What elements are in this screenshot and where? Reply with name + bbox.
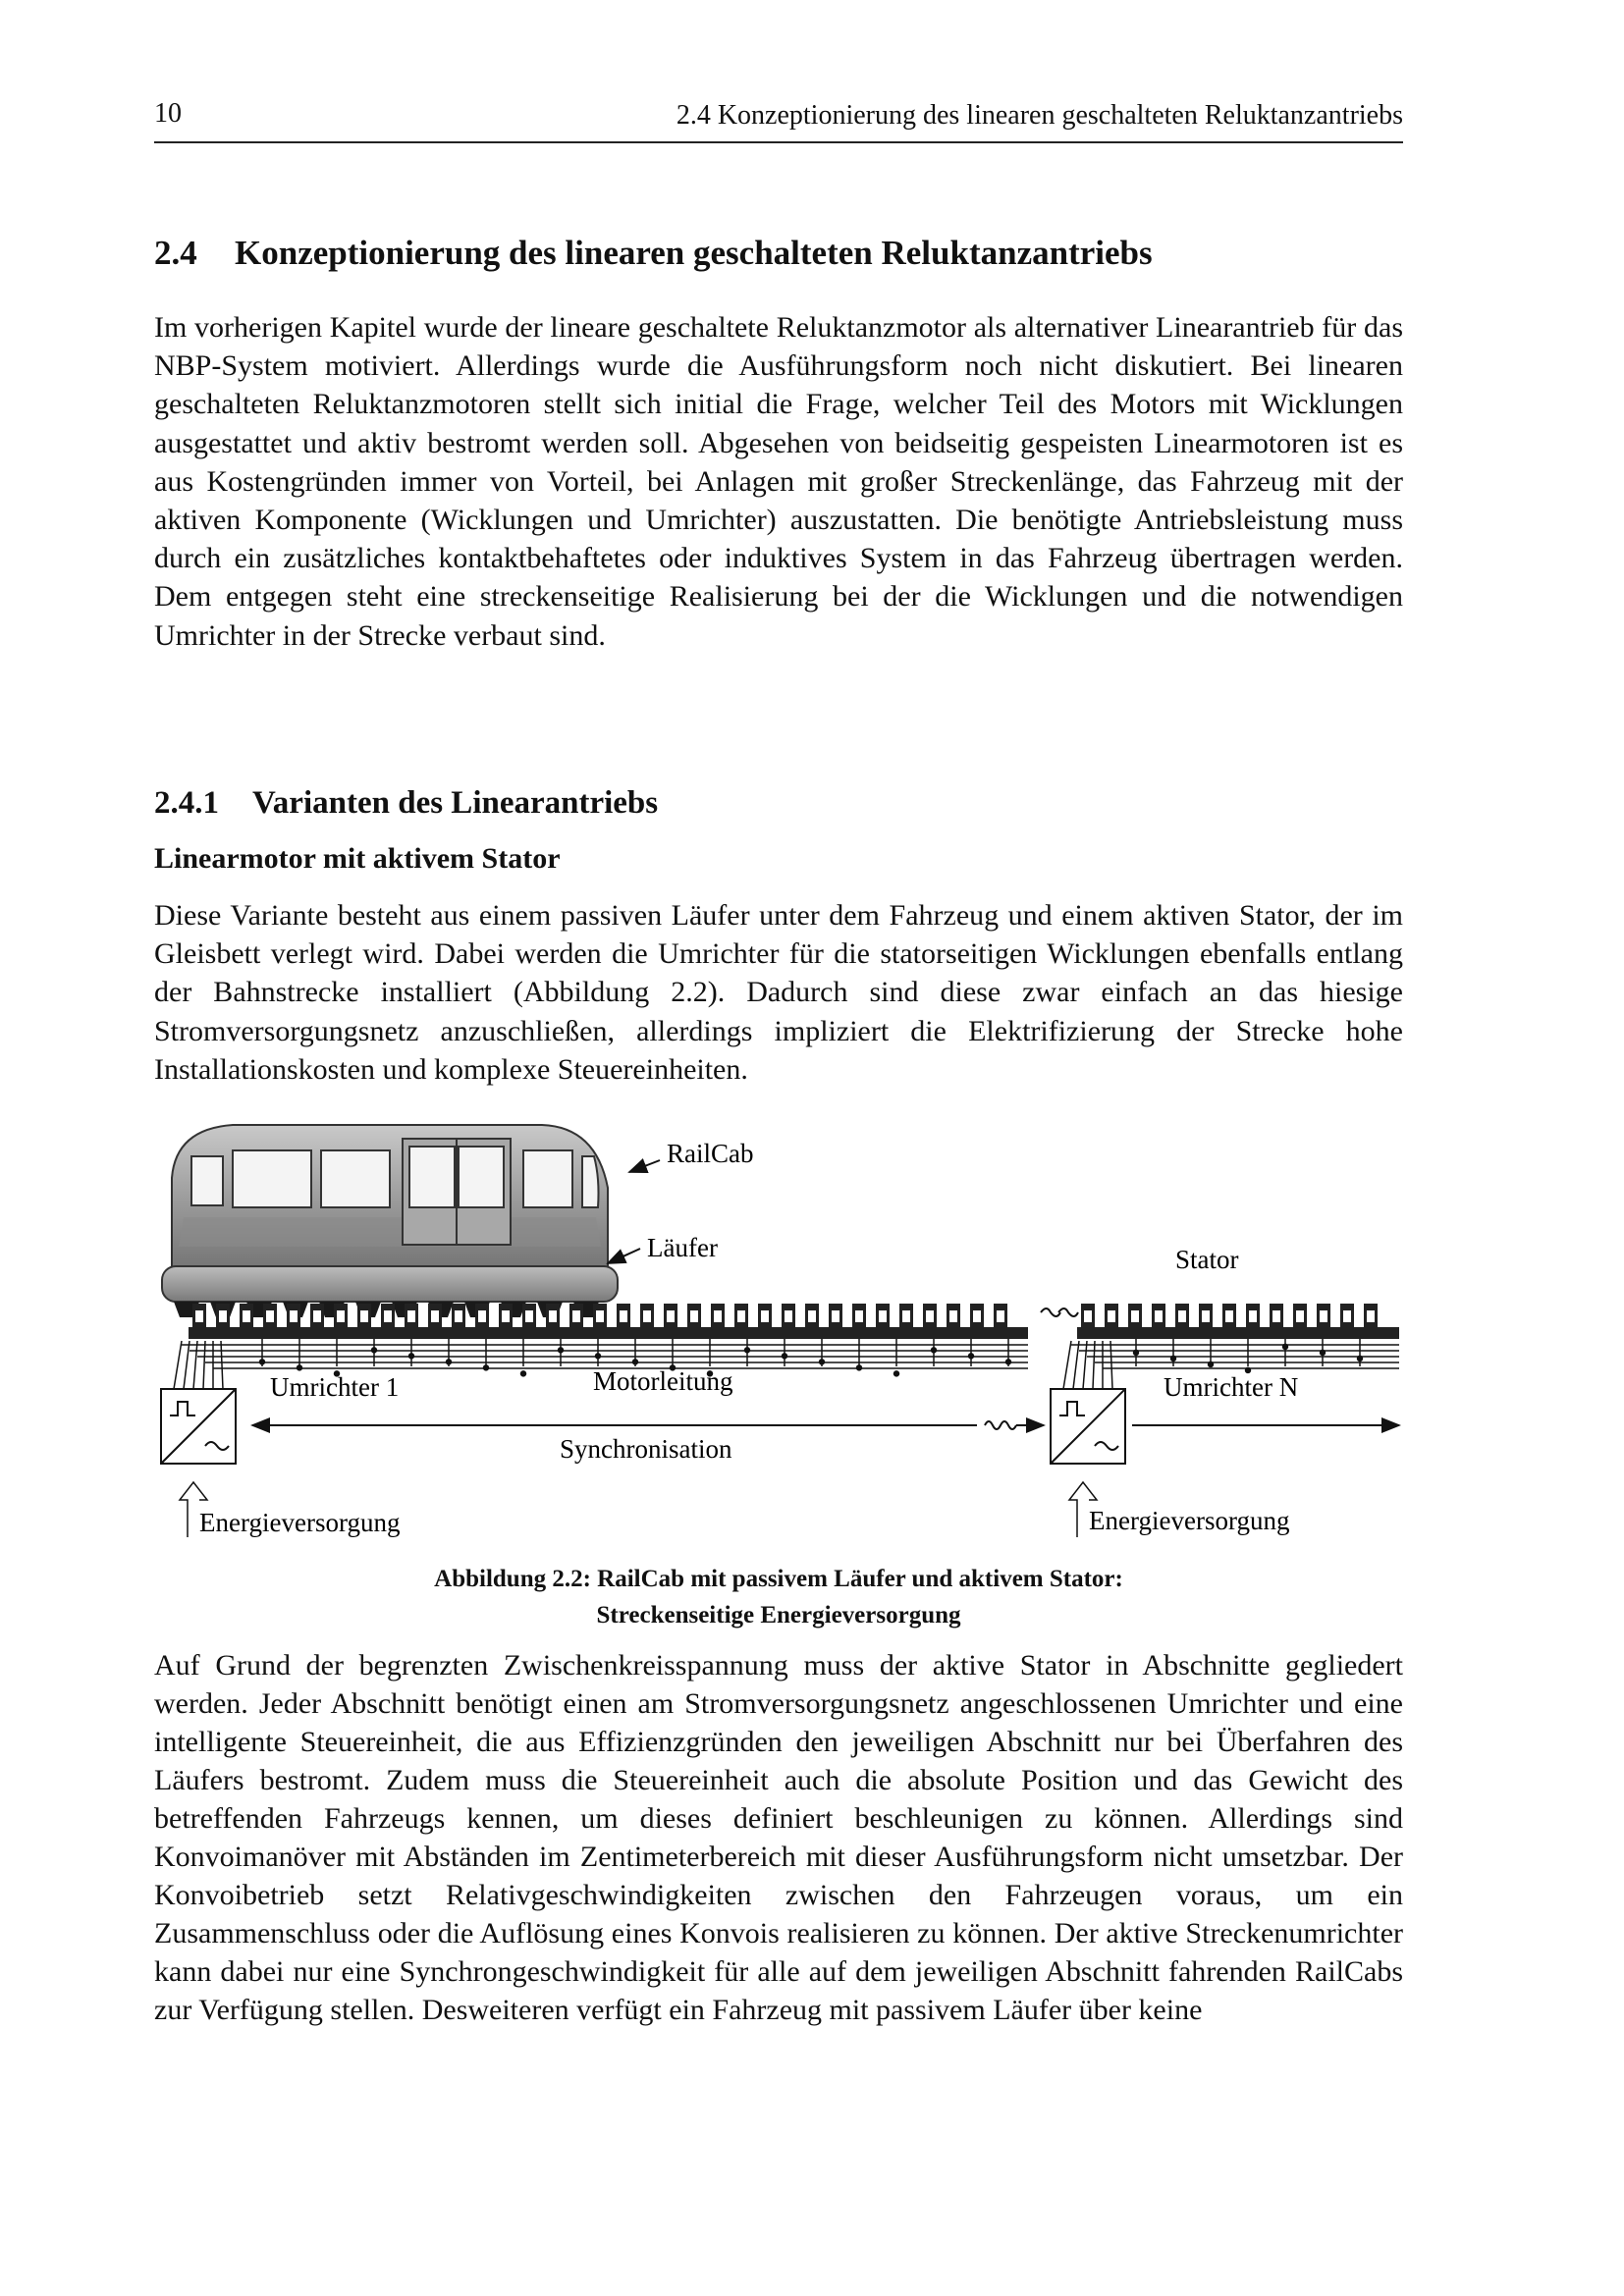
label-stator: Stator	[1175, 1245, 1239, 1274]
page-number: 10	[154, 98, 182, 129]
section-title: Konzeptionierung des linearen geschalteten Reluktanzantriebs	[235, 234, 1153, 272]
label-energie-1: Energieversorgung	[199, 1508, 401, 1537]
stator-segment-n	[1077, 1304, 1399, 1339]
label-motorleitung: Motorleitung	[593, 1366, 733, 1396]
page-header	[154, 96, 1403, 143]
segments-paragraph: Auf Grund der begrenzten Zwischenkreisspannung muss der aktive Stator in Abschnitte gegliedert werden. Jeder Abschnitt benötigt einen am Stromversorgungsnetz angeschlossenen Umrichter und eine intelligente Steuereinheit, die aus Effizienzgründen den jeweiligen Abschnitt nur bei Überfahren des Läufers bestromt. Zudem muss die Steuereinheit auch die absolute Position und das Gewicht des betreffenden Fahrzeugs kennen, um dieses definiert beschleunigen zu können. Allerdings sind Konvoimanöver mit Abständen im Zentimeterbereich mit dieser Ausführungsform nicht umsetzbar. Der Konvoibetrieb setzt Relativgeschwindigkeiten zwischen den Fahrzeugen voraus, um ein Zusammenschluss oder die Auflösung eines Konvois realisieren zu können. Der aktive Streckenumrichter kann dabei nur eine Synchrongeschwindigkeit für alle auf dem jeweiligen Abschnitt fahrenden RailCabs zur Verfügung stellen. Desweiteren verfügt ein Fahrzeug mit passivem Läufer über keine	[154, 1649, 1403, 2026]
running-title: 2.4 Konzeptionierung des linearen geschalteten Reluktanzantriebs	[676, 100, 1403, 131]
section-number: 2.4	[154, 234, 197, 272]
inverter-1	[161, 1389, 236, 1464]
figure-railcab-stator	[154, 1109, 1411, 1561]
label-energie-2: Energieversorgung	[1089, 1506, 1290, 1535]
label-umrichter-1: Umrichter 1	[270, 1372, 400, 1402]
subheading: Linearmotor mit aktivem Stator	[154, 842, 561, 875]
subsection-heading	[154, 785, 658, 822]
label-laeufer: Läufer	[647, 1233, 718, 1262]
inverter-n	[1051, 1389, 1125, 1464]
railcab-vehicle	[162, 1125, 618, 1317]
label-synchronisation: Synchronisation	[560, 1434, 732, 1464]
variant-paragraph: Diese Variante besteht aus einem passiven Läufer unter dem Fahrzeug und einem aktiven Stator, der im Gleisbett verlegt wird. Dabei werden die Umrichter für die statorseitigen Wicklungen ebenfalls entlang der Bahnstrecke installiert (Abbildung 2.2). Dadurch sind diese zwar einfach an das hiesige Stromversorgungsnetz anzuschließen, allerdings impliziert die Elektrifizierung der Strecke hohe Installationskosten und komplexe Steuereinheiten.	[154, 899, 1403, 1086]
caption-line-1: Abbildung 2.2: RailCab mit passivem Läufer und aktivem Stator:	[434, 1566, 1123, 1592]
subsection-number: 2.4.1	[154, 785, 219, 821]
label-umrichter-n: Umrichter N	[1164, 1372, 1299, 1402]
caption-line-2: Streckenseitige Energieversorgung	[596, 1602, 961, 1629]
subsection-title: Varianten des Linearantriebs	[252, 785, 659, 821]
section-heading	[154, 234, 1153, 273]
figure-caption	[154, 1561, 1403, 1633]
intro-paragraph: Im vorherigen Kapitel wurde der lineare geschaltete Reluktanzmotor als alternativer Linearantrieb für das NBP-System motiviert. Allerdings wurde die Ausführungsform noch nicht diskutiert. Bei linearen geschalteten Reluktanzmotoren stellt sich initial die Frage, welcher Teil des Motors mit Wicklungen ausgestattet und aktiv bestromt werden soll. Abgesehen von beidseitig gespeisten Linearmotoren ist es aus Kostengründen immer von Vorteil, bei Anlagen mit großer Streckenlänge, das Fahrzeug mit der aktiven Komponente (Wicklungen und Umrichter) auszustatten. Die benötigte Antriebsleistung muss durch ein zusätzliches kontaktbehaftetes oder induktives System in das Fahrzeug übertragen werden. Dem entgegen steht eine streckenseitige Realisierung bei der die Wicklungen und die notwendigen Umrichter in der Strecke verbaut sind.	[154, 311, 1403, 652]
label-railcab: RailCab	[667, 1139, 754, 1168]
stator-segment-1	[189, 1304, 1028, 1339]
